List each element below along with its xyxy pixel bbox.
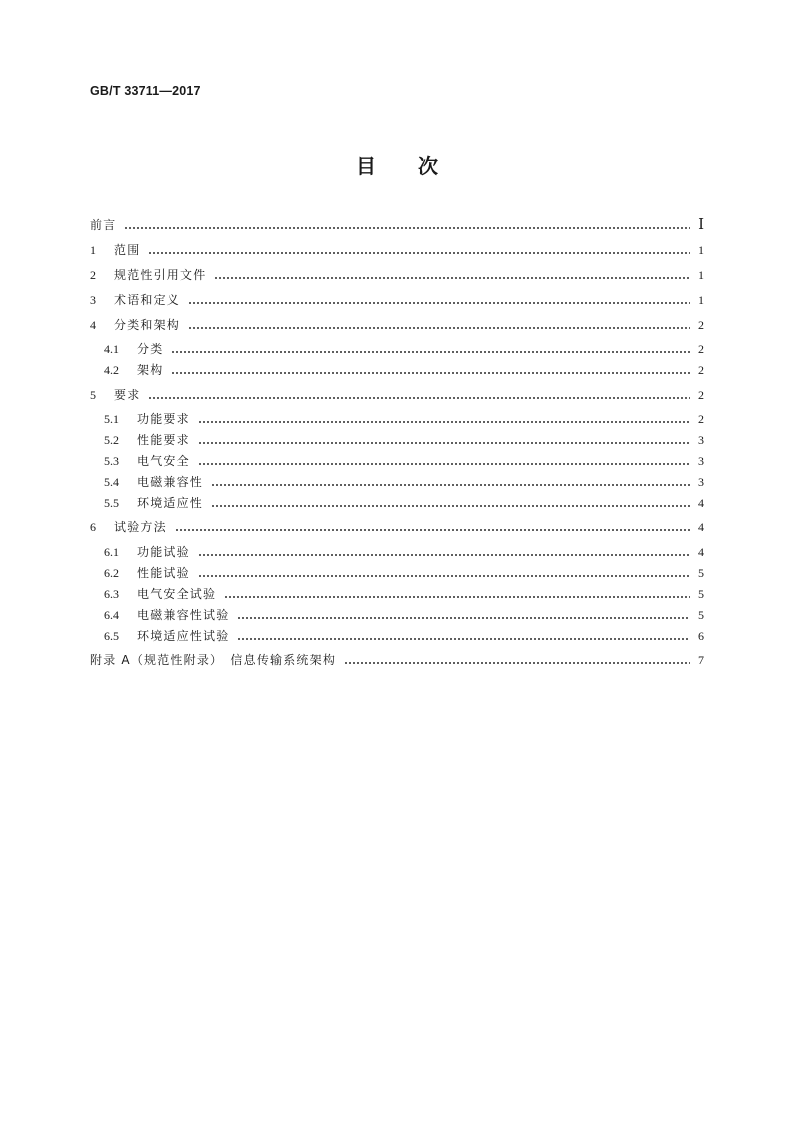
title-char-2: 次 xyxy=(418,154,438,178)
toc-entry-page: 7 xyxy=(698,653,704,667)
toc-entry-page: 6 xyxy=(698,629,704,643)
toc-entry-page: Ⅰ xyxy=(698,217,704,233)
toc-entry-label: 电磁兼容性 xyxy=(137,475,204,489)
toc-entry-page: 2 xyxy=(698,363,704,377)
dot-leader xyxy=(124,215,690,235)
toc-entry-5-1[interactable] xyxy=(104,409,704,429)
toc-entry-label: 要求 xyxy=(114,388,141,402)
dot-leader xyxy=(198,451,690,471)
toc-entry-number: 6.2 xyxy=(104,566,119,580)
toc-entry-label: 电气安全试验 xyxy=(137,587,217,601)
toc-entry-label: 性能要求 xyxy=(137,433,190,447)
toc-entry-annex-a[interactable] xyxy=(90,650,704,670)
standard-code: GB/T 33711—2017 xyxy=(90,84,201,98)
toc-entry-number: 5.3 xyxy=(104,454,119,468)
toc-entry-5[interactable] xyxy=(90,385,704,405)
toc-entry-page: 1 xyxy=(698,268,704,282)
dot-leader xyxy=(171,360,690,380)
toc-entry-2[interactable] xyxy=(90,265,704,285)
dot-leader xyxy=(237,626,690,646)
dot-leader xyxy=(198,409,690,429)
toc-entry-6-2[interactable] xyxy=(104,563,704,583)
toc-entry-page: 2 xyxy=(698,318,704,332)
toc-entry-number: 5.4 xyxy=(104,475,119,489)
toc-entry-page: 5 xyxy=(698,587,704,601)
toc-entry-number: 1 xyxy=(90,243,96,257)
toc-entry-label: 电磁兼容性试验 xyxy=(137,608,230,622)
toc-entry-5-3[interactable] xyxy=(104,451,704,471)
dot-leader xyxy=(198,430,690,450)
toc-entry-3[interactable] xyxy=(90,290,704,310)
dot-leader xyxy=(188,315,690,335)
toc-entry-number: 4.2 xyxy=(104,363,119,377)
toc-entry-page: 1 xyxy=(698,293,704,307)
toc-entry-6-4[interactable] xyxy=(104,605,704,625)
toc-entry-label: 电气安全 xyxy=(137,454,190,468)
dot-leader xyxy=(198,563,690,583)
toc-entry-number: 5.2 xyxy=(104,433,119,447)
toc-entry-6-3[interactable] xyxy=(104,584,704,604)
toc-entry-label: 性能试验 xyxy=(137,566,190,580)
toc-entry-page: 2 xyxy=(698,412,704,426)
toc-entry-label: 前言 xyxy=(90,218,117,232)
toc-entry-number: 4 xyxy=(90,318,96,332)
toc-entry-5-5[interactable] xyxy=(104,493,704,513)
title-char-1: 目 xyxy=(356,154,376,178)
toc-entry-foreword[interactable] xyxy=(90,215,704,235)
toc-entry-number: 2 xyxy=(90,268,96,282)
toc-entry-label: 架构 xyxy=(137,363,164,377)
dot-leader xyxy=(211,493,690,513)
toc-entry-number: 3 xyxy=(90,293,96,307)
toc-entry-page: 5 xyxy=(698,566,704,580)
page-title xyxy=(0,150,794,179)
toc-entry-label: 附录 A（规范性附录） 信息传输系统架构 xyxy=(90,653,337,667)
toc-entry-page: 3 xyxy=(698,454,704,468)
dot-leader xyxy=(175,517,690,537)
toc-entry-label: 规范性引用文件 xyxy=(114,268,207,282)
toc-entry-label: 分类和架构 xyxy=(114,318,181,332)
toc-entry-page: 5 xyxy=(698,608,704,622)
toc-entry-label: 试验方法 xyxy=(114,520,167,534)
toc-entry-label: 术语和定义 xyxy=(114,293,181,307)
toc-entry-5-4[interactable] xyxy=(104,472,704,492)
toc-entry-4-2[interactable] xyxy=(104,360,704,380)
dot-leader xyxy=(214,265,690,285)
toc-entry-number: 6.5 xyxy=(104,629,119,643)
toc-entry-page: 1 xyxy=(698,243,704,257)
toc-entry-page: 3 xyxy=(698,475,704,489)
toc-entry-5-2[interactable] xyxy=(104,430,704,450)
dot-leader xyxy=(198,542,690,562)
toc-entry-label: 环境适应性 xyxy=(137,496,204,510)
toc-entry-label: 环境适应性试验 xyxy=(137,629,230,643)
dot-leader xyxy=(211,472,690,492)
toc-entry-label: 功能要求 xyxy=(137,412,190,426)
toc-entry-label: 功能试验 xyxy=(137,545,190,559)
dot-leader xyxy=(148,240,690,260)
dot-leader xyxy=(237,605,690,625)
toc-entry-number: 6.1 xyxy=(104,545,119,559)
toc-entry-page: 2 xyxy=(698,388,704,402)
toc-entry-4[interactable] xyxy=(90,315,704,335)
toc-entry-page: 4 xyxy=(698,496,704,510)
toc-entry-number: 6 xyxy=(90,520,96,534)
dot-leader xyxy=(224,584,690,604)
dot-leader xyxy=(171,339,690,359)
toc-entry-number: 6.4 xyxy=(104,608,119,622)
toc-entry-page: 4 xyxy=(698,545,704,559)
toc-entry-4-1[interactable] xyxy=(104,339,704,359)
toc-entry-label: 范围 xyxy=(114,243,141,257)
toc-entry-number: 4.1 xyxy=(104,342,119,356)
dot-leader xyxy=(188,290,690,310)
toc-entry-number: 5.5 xyxy=(104,496,119,510)
dot-leader xyxy=(344,650,690,670)
toc-entry-number: 6.3 xyxy=(104,587,119,601)
toc-entry-label: 分类 xyxy=(137,342,164,356)
toc-entry-page: 3 xyxy=(698,433,704,447)
toc-entry-6[interactable] xyxy=(90,517,704,537)
toc-entry-page: 2 xyxy=(698,342,704,356)
toc-entry-page: 4 xyxy=(698,520,704,534)
toc-entry-1[interactable] xyxy=(90,240,704,260)
toc-entry-6-1[interactable] xyxy=(104,542,704,562)
dot-leader xyxy=(148,385,690,405)
toc-entry-number: 5.1 xyxy=(104,412,119,426)
toc-entry-number: 5 xyxy=(90,388,96,402)
toc-entry-6-5[interactable] xyxy=(104,626,704,646)
